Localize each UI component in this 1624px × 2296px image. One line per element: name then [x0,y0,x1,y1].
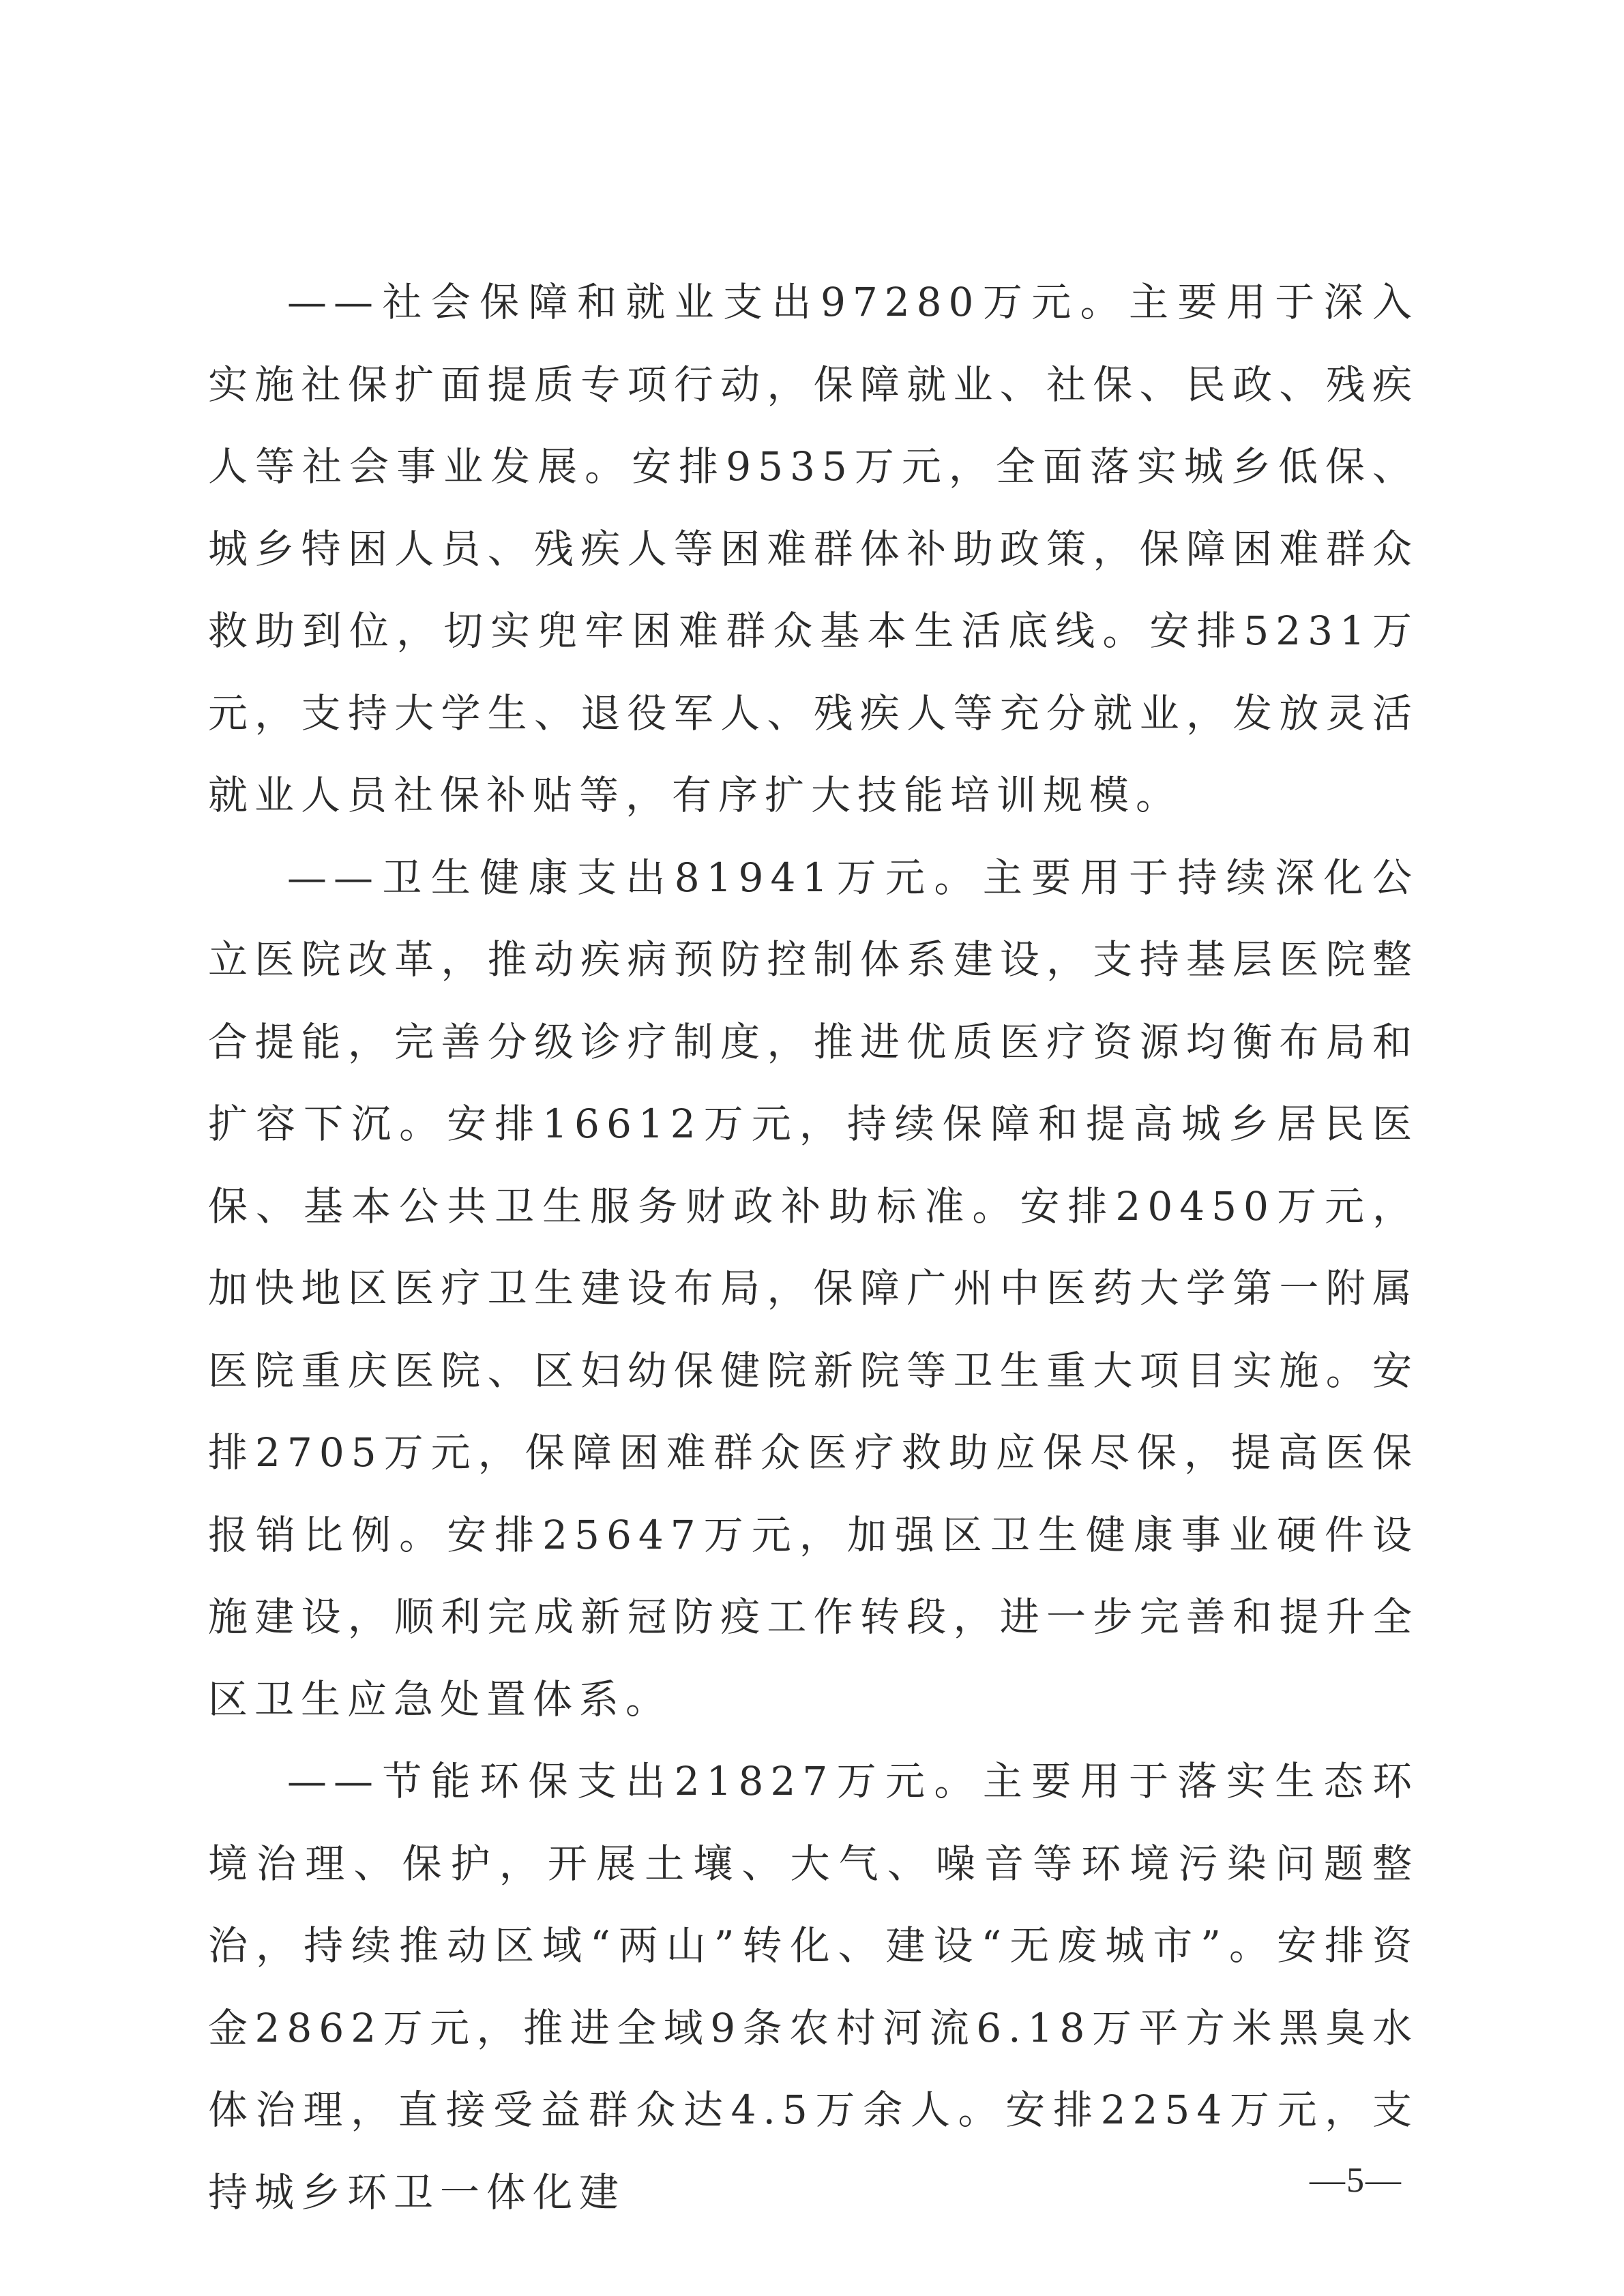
paragraph-health: ——卫生健康支出81941万元。主要用于持续深化公立医院改革，推动疾病预防控制体系建设，支持基层医院整合提能，完善分级诊疗制度，推进优质医疗资源均衡布局和扩容下沉。安排16612万元，持续保障和提高城乡居民医保、基本公共卫生服务财政补助标准。安排20450万元，加快地区医疗卫生建设布局，保障广州中医药大学第一附属医院重庆医院、区妇幼保健院新院等卫生重大项目实施。安排2705万元，保障困难群众医疗救助应保尽保，提高医保报销比例。安排25647万元，加强区卫生健康事业硬件设施建设，顺利完成新冠防疫工作转段，进一步完善和提升全区卫生应急处置体系。 [208,854,1419,1723]
paragraph-social-security: ——社会保障和就业支出97280万元。主要用于深入实施社保扩面提质专项行动，保障就业、社保、民政、残疾人等社会事业发展。安排9535万元，全面落实城乡低保、城乡特困人员、残疾人等困难群体补助政策，保障困难群众救助到位，切实兜牢困难群众基本生活底线。安排5231万元，支持大学生、退役军人、残疾人等充分就业，发放灵活就业人员社保补贴等，有序扩大技能培训规模。 [208,279,1419,818]
page-number: —5— [1310,2161,1402,2200]
paragraph-environment: ——节能环保支出21827万元。主要用于落实生态环境治理、保护，开展土壤、大气、噪音等环境污染问题整治，持续推动区域“两山”转化、建设“无废城市”。安排资金2862万元，推进全域9条农村河流6.18万平方米黑臭水体治理，直接受益群众达4.5万余人。安排2254万元，支持城乡环卫一体化建 [208,1758,1419,2216]
body-text [208,261,1419,2233]
